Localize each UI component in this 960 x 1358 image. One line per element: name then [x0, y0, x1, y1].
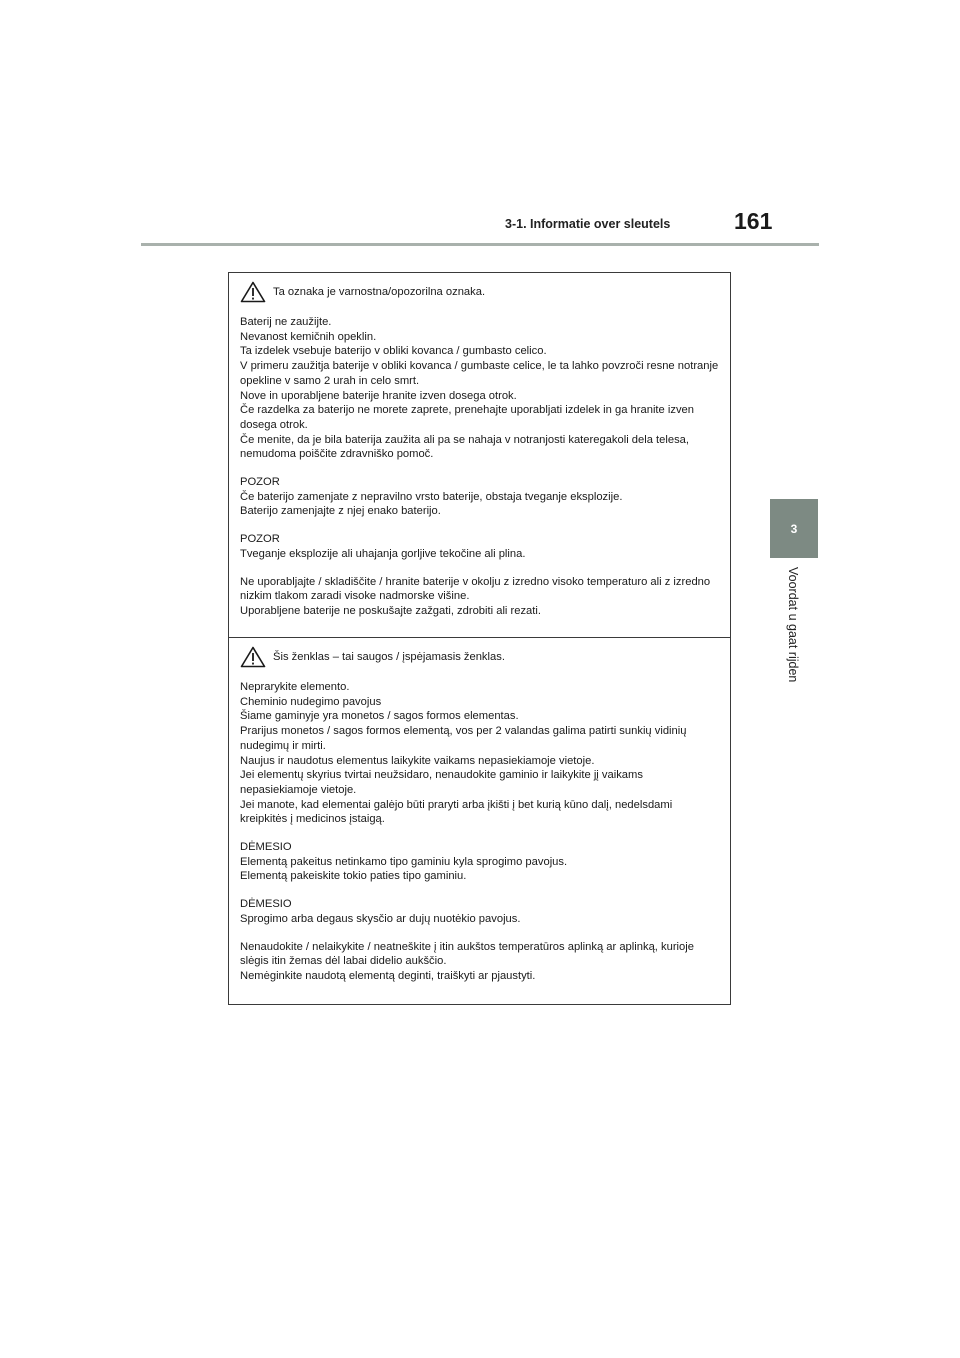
text-block: [240, 575, 720, 619]
text-line: Nove in uporabljene baterije hranite izven dosega otrok.: [240, 389, 517, 402]
text-line: V primeru zaužitja baterije v obliki kovanca / gumbaste celice, le ta lahko povzroči resne notranje opekline v samo 2 urah in celo smrt.: [240, 360, 719, 387]
chapter-number: 3: [790, 521, 798, 536]
text-line: Sprogimo arba degaus skysčio ar dujų nuotėkio pavojus.: [240, 912, 521, 925]
text-block: [240, 532, 720, 561]
page-number: 161: [734, 208, 773, 234]
text-line: Če baterijo zamenjate z nepravilno vrsto baterije, obstaja tveganje eksplozije.: [240, 490, 623, 503]
text-block: [240, 475, 720, 519]
battery-warning-box: [228, 272, 731, 1005]
section-title: 3-1. Informatie over sleutels: [505, 217, 671, 231]
text-block: [240, 897, 720, 926]
warning-triangle-icon: [240, 646, 266, 668]
text-line: Jei elementų skyrius tvirtai neužsidaro, nenaudokite gaminio ir laikykite jį vaikams nepasiekiamoje vietoje.: [240, 769, 643, 796]
text-line: Šiame gaminyje yra monetos / sagos formos elementas.: [240, 710, 519, 723]
warning-panel-lithuanian: [229, 638, 730, 1004]
text-line: Elementą pakeiskite tokio paties tipo gaminiu.: [240, 870, 467, 883]
text-line: Nenaudokite / nelaikykite / neatneškite į itin aukštos temperatūros aplinką ar aplinką, kurioje slėgis itin žemas dėl labai didelio aukščio.: [240, 940, 694, 968]
text-line: Nemėginkite naudotą elementą deginti, traiškyti ar pjaustyti.: [240, 969, 536, 982]
text-line: Neprarykite elemento.: [240, 681, 350, 693]
text-line: Cheminio nudegimo pavojus: [240, 695, 382, 708]
text-line: Baterij ne zaužijte.: [240, 316, 332, 328]
text-line: POZOR: [240, 533, 280, 546]
text-line: Če razdelka za baterijo ne morete zaprete, prenehajte uporabljati izdelek in ga hranite izven dosega otrok.: [240, 404, 694, 431]
text-block: [240, 940, 720, 984]
text-line: Tveganje eksplozije ali uhajanja gorljive tekočine ali plina.: [240, 547, 526, 560]
text-line: Uporabljene baterije ne poskušajte zažgati, zdrobiti ali rezati.: [240, 604, 541, 617]
panel-title-text: Šis ženklas – tai saugos / įspėjamasis ženklas.: [273, 650, 505, 663]
text-line: Naujus ir naudotus elementus laikykite vaikams nepasiekiamoje vietoje.: [240, 754, 595, 767]
text-block: [240, 840, 720, 884]
chapter-title: Voordat u gaat rijden: [786, 567, 800, 683]
text-line: Baterijo zamenjajte z njej enako baterijo.: [240, 505, 441, 518]
text-line: Ta izdelek vsebuje baterijo v obliki kovanca / gumbasto celico.: [240, 345, 547, 358]
text-line: DĖMESIO: [240, 898, 292, 911]
warning-panel-slovenian: [229, 273, 730, 638]
text-line: Nevanost kemičnih opeklin.: [240, 330, 377, 343]
panel-title: [240, 646, 720, 668]
panel-title: [240, 281, 720, 303]
text-line: DĖMESIO: [240, 841, 292, 854]
header-rule: [141, 243, 819, 246]
warning-triangle-icon: [240, 281, 266, 303]
panel-title-text: Ta oznaka je varnostna/opozorilna oznaka.: [273, 285, 486, 298]
text-line: POZOR: [240, 476, 280, 489]
text-line: Elementą pakeitus netinkamo tipo gaminiu kyla sprogimo pavojus.: [240, 855, 568, 868]
text-block: [240, 680, 720, 827]
text-block: [240, 315, 720, 462]
text-line: Jei manote, kad elementai galėjo būti praryti arba įkišti į bet kurią kūno dalį, nedelsdami kreipkitės į medicinos įstaigą.: [240, 798, 673, 826]
text-line: Če menite, da je bila baterija zaužita ali pa se nahaja v notranjosti kateregakoli dela telesa, nemudoma poiščite zdravniško pomoč.: [240, 433, 690, 461]
text-line: Ne uporabljajte / skladiščite / hranite baterije v okolju z izredno visoko temperaturo ali z izredno nizkim tlakom zaradi visoke nadmorske višine.: [240, 575, 711, 603]
chapter-tab: [770, 499, 818, 558]
text-line: Prarijus monetos / sagos formos elementą, vos per 2 valandas galima patirti sunkių vidinių nudegimų ir mirti.: [240, 725, 687, 752]
